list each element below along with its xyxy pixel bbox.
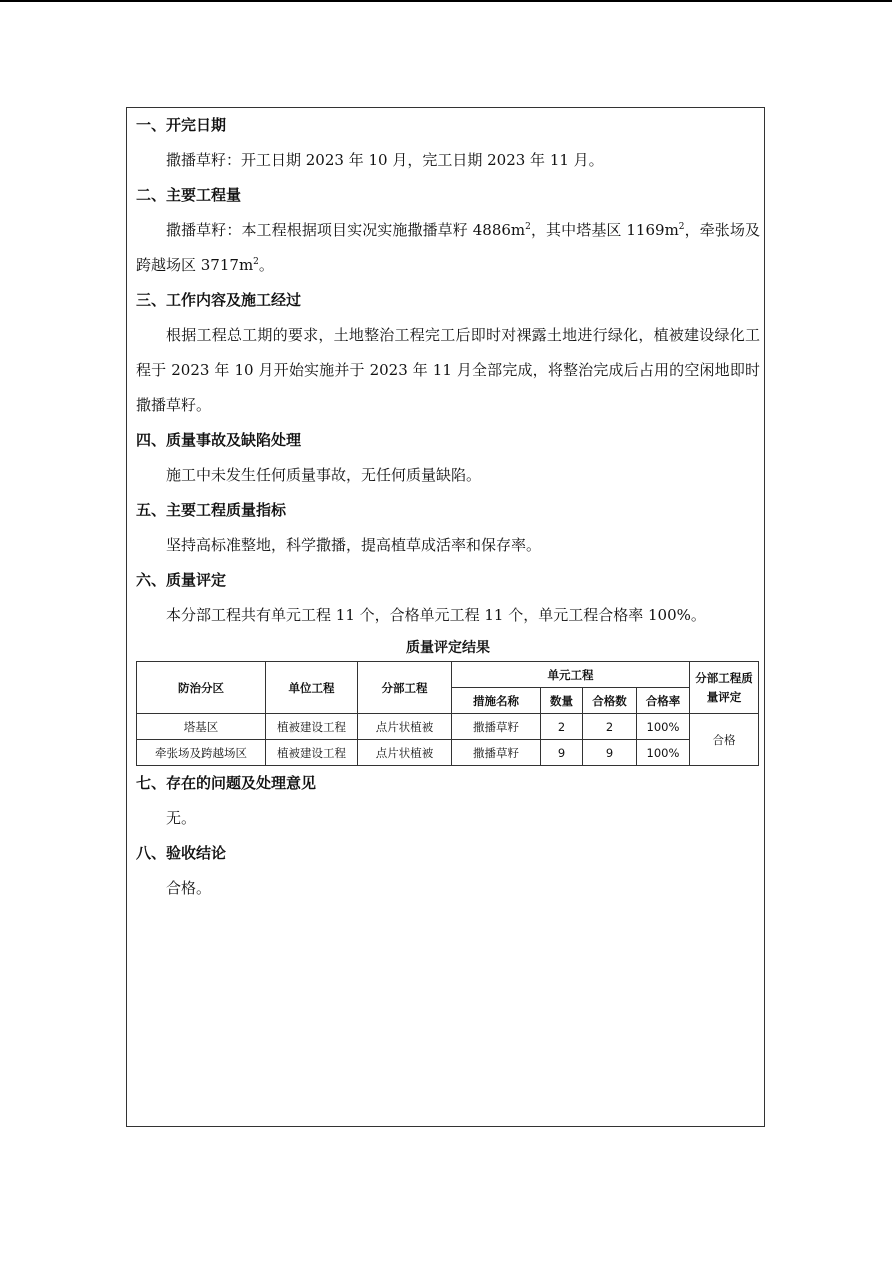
header-zone: 防治分区 <box>137 662 266 714</box>
section-text-quality-indicators: 坚持高标准整地，科学撒播，提高植草成活率和保存率。 <box>166 536 542 554</box>
cell-pass-rate: 100% <box>637 714 690 740</box>
cell-sub: 点片状植被 <box>358 714 452 740</box>
section-heading-quality-indicators: 五、主要工程质量指标 <box>136 501 287 519</box>
section-text-quality-accidents: 施工中未发生任何质量事故，无任何质量缺陷。 <box>166 466 482 484</box>
cell-sub: 点片状植被 <box>358 740 452 766</box>
header-measure: 措施名称 <box>452 688 541 714</box>
cell-measure: 撒播草籽 <box>452 740 541 766</box>
section-text-conclusion: 合格。 <box>166 879 212 897</box>
cell-zone: 塔基区 <box>137 714 266 740</box>
cell-measure: 撒播草籽 <box>452 714 541 740</box>
section-heading-issues: 七、存在的问题及处理意见 <box>136 774 317 792</box>
section-heading-quality-assessment: 六、质量评定 <box>136 571 227 589</box>
cell-pass-rate: 100% <box>637 740 690 766</box>
section-heading-work-content: 三、工作内容及施工经过 <box>136 291 302 309</box>
header-pass-count: 合格数 <box>583 688 637 714</box>
header-count: 数量 <box>541 688 583 714</box>
header-assessment: 分部工程质量评定 <box>690 662 759 714</box>
section-heading-conclusion: 八、验收结论 <box>136 844 227 862</box>
section-heading-quantities: 二、主要工程量 <box>136 186 242 204</box>
header-sub: 分部工程 <box>358 662 452 714</box>
cell-zone: 牵张场及跨越场区 <box>137 740 266 766</box>
cell-count: 9 <box>541 740 583 766</box>
section-text-issues: 无。 <box>166 809 197 827</box>
cell-assessment: 合格 <box>690 714 759 766</box>
table-row <box>137 714 759 740</box>
quality-table <box>136 661 759 766</box>
cell-pass-count: 2 <box>583 714 637 740</box>
document-frame <box>126 107 765 1127</box>
page-top-border <box>0 0 892 2</box>
table-header-row <box>137 662 759 688</box>
table-row <box>137 740 759 766</box>
cell-pass-count: 9 <box>583 740 637 766</box>
cell-count: 2 <box>541 714 583 740</box>
section-text-work-content: 根据工程总工期的要求，土地整治工程完工后即时对裸露土地进行绿化，植被建设绿化工程于 2023 年 10 月开始实施并于 2023 年 11 月全部完成，将整治完成后占用的空闲地即时撒播草籽。 <box>136 326 760 414</box>
table-title: 质量评定结果 <box>406 640 490 656</box>
cell-unit: 植被建设工程 <box>266 740 358 766</box>
section-heading-dates: 一、开完日期 <box>136 116 227 134</box>
header-element: 单元工程 <box>452 662 690 688</box>
header-pass-rate: 合格率 <box>637 688 690 714</box>
document-content <box>136 108 760 906</box>
cell-unit: 植被建设工程 <box>266 714 358 740</box>
section-text-quality-assessment: 本分部工程共有单元工程 11 个，合格单元工程 11 个，单元工程合格率 100%。 <box>166 606 706 624</box>
section-text-dates: 撒播草籽：开工日期 2023 年 10 月，完工日期 2023 年 11 月。 <box>166 151 604 169</box>
section-heading-quality-accidents: 四、质量事故及缺陷处理 <box>136 431 302 449</box>
section-text-quantities: 撒播草籽：本工程根据项目实况实施撒播草籽 $4886m^2$，其中塔基区 $1169m^2$，牵张场及跨越场区 $3717m^2$。 <box>136 221 760 274</box>
header-unit: 单位工程 <box>266 662 358 714</box>
